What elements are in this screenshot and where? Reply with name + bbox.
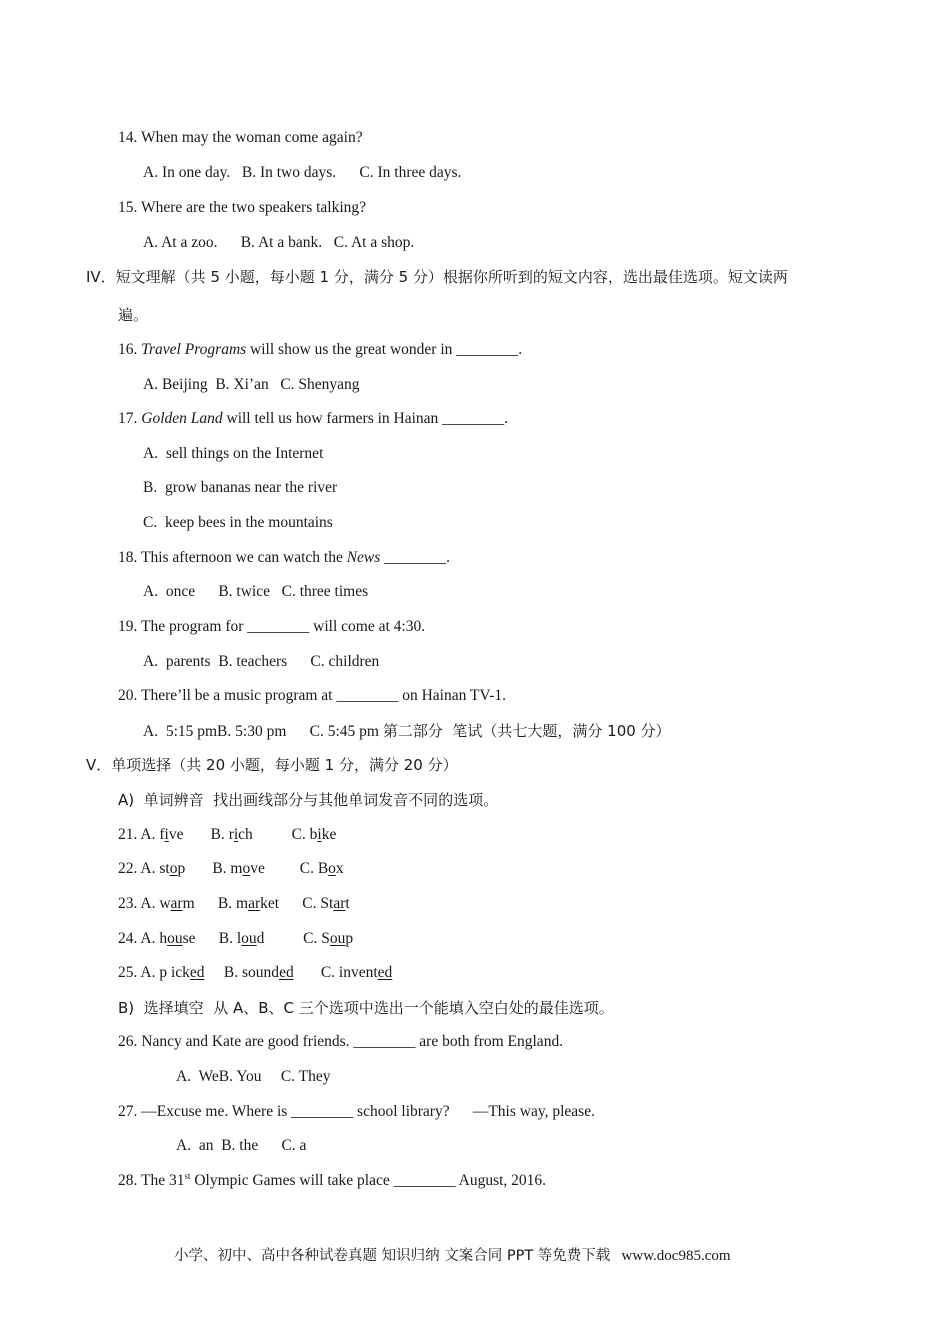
question-20-options [143,721,671,742]
option-label: B. [204,964,243,981]
word-part: w [159,895,171,912]
question-18-options: A. once B. twice C. three times [143,583,369,600]
option-label: B. [183,826,229,843]
underlined-part: i [233,826,239,843]
word-part: se [182,930,196,947]
underlined-part: ou [329,930,346,947]
word-part: m [230,860,243,877]
question-18-title: News [346,549,381,566]
option-label: B. [195,930,237,947]
word-part: r [228,826,234,843]
question-17-stem [118,409,508,429]
part-b-instruction [118,998,614,1019]
question-17-option-b: B. grow bananas near the river [143,479,338,496]
question-14-options: A. In one day. B. In two days. C. In three days. [143,164,462,181]
question-26-stem: 26. Nancy and Kate are good friends. ________ are both from England. [118,1033,564,1050]
option-label: C. [264,930,322,947]
question-16-title: Travel Programs [141,341,247,358]
word-part: ke [321,826,337,843]
ordinal-suffix: st [184,1171,191,1181]
question-num: 21. A. [118,826,160,843]
word-part: invent [338,964,378,981]
question-18-stem [118,548,450,568]
question-15-options: A. At a zoo. B. At a bank. C. At a shop. [143,234,415,251]
question-19-stem: 19. The program for ________ will come at 4:30. [118,618,426,635]
word-part: p ick [159,964,190,981]
question-19-options: A. parents B. teachers C. children [143,653,380,670]
word-part: ve [168,826,184,843]
word-part: p [345,930,354,947]
question-17-num: 17. [118,410,142,427]
question-num: 22. A. [118,860,160,877]
question-18-rest: ________. [380,549,451,566]
question-17-option-c: C. keep bees in the mountains [143,514,333,531]
underlined-part: i [317,826,322,843]
question-num: 24. A. [118,930,160,947]
question-28-rest: Olympic Games will take place ________ August, 2016. [190,1172,547,1189]
question-15-stem: 15. Where are the two speakers talking? [118,199,367,216]
word-part: St [320,895,334,912]
underlined-part: ed [189,964,205,981]
option-label: C. [264,860,318,877]
question-28-stem [118,1171,546,1191]
underlined-part: o [242,860,251,877]
question-28-pre: 28. The 31 [118,1172,185,1189]
word-part: B [317,860,329,877]
word-part: f [159,826,165,843]
section-5-heading: V．单项选择（共 20 小题，每小题 1 分，满分 20 分） [86,756,458,774]
underlined-part: ar [170,895,183,912]
underlined-part: i [164,826,169,843]
question-26-options: A. WeB. You C. They [176,1068,331,1085]
footer-text: 小学、初中、高中各种试卷真题 知识归纳 文案合同 PPT 等免费下载 [174,1248,611,1264]
question-23 [118,894,350,914]
word-part: x [335,860,344,877]
word-part: m [236,895,249,912]
question-22 [118,859,344,879]
footer-url: www.doc985.com [610,1248,731,1264]
underlined-part: o [169,860,178,877]
underlined-part: ed [377,964,393,981]
underlined-part: ou [241,930,257,947]
question-16-stem [118,340,522,360]
word-part: ch [238,826,253,843]
question-17-option-a: A. sell things on the Internet [143,445,324,462]
question-16-options: A. Beijing B. Xi’an C. Shenyang [143,376,360,393]
word-part: ve [250,860,265,877]
word-part: b [309,826,318,843]
word-part: st [159,860,170,877]
part-a-instruction: A) 单词辨音 找出画线部分与其他单词发音不同的选项。 [118,791,499,809]
option-label: C. [252,826,310,843]
question-num: 23. A. [118,895,160,912]
part-2-heading: 第二部分 笔试（共七大题，满分 100 分） [382,722,671,740]
option-label: B. [185,860,231,877]
question-num: 25. A. [118,964,160,981]
question-20-stem: 20. There’ll be a music program at ________ on Hainan TV-1. [118,687,506,704]
underlined-part: ed [279,964,294,981]
question-18-pre: 18. This afternoon we can watch the [118,549,347,566]
page-footer [174,1246,731,1266]
word-part: p [177,860,186,877]
question-16-rest: will show us the great wonder in ________. [246,341,523,358]
question-17-title: Golden Land [141,410,223,427]
word-part: S [321,930,330,947]
question-24 [118,929,353,949]
part-b-text: B) 选择填空 从 A、B、C 三个选项中选出一个能填入空白处的最佳选项。 [118,999,614,1017]
option-label: C. [279,895,321,912]
word-part: sound [242,964,280,981]
underlined-part: o [328,860,336,877]
underlined-part: ou [167,930,183,947]
option-label: C. [293,964,339,981]
question-21 [118,825,336,845]
underlined-part: ar [333,895,346,912]
question-20-choices: A. 5:15 pmB. 5:30 pm C. 5:45 pm [143,723,383,740]
word-part: h [159,930,168,947]
word-part: m [182,895,195,912]
word-part: l [236,930,242,947]
word-part: d [256,930,265,947]
question-17-rest: will tell us how farmers in Hainan ________. [222,410,509,427]
question-27-stem: 27. —Excuse me. Where is ________ school library? —This way, please. [118,1103,595,1120]
question-14-stem: 14. When may the woman come again? [118,129,363,146]
question-16-num: 16. [118,341,142,358]
question-25 [118,963,392,983]
underlined-part: ar [248,895,261,912]
option-label: B. [194,895,236,912]
word-part: ket [260,895,280,912]
section-4-heading-cont: 遍。 [118,306,149,324]
word-part: t [345,895,350,912]
section-4-heading: IV．短文理解（共 5 小题，每小题 1 分，满分 5 分）根据你所听到的短文内容，选出最佳选项。短文读两 [86,268,788,286]
question-27-options: A. an B. the C. a [176,1137,307,1154]
